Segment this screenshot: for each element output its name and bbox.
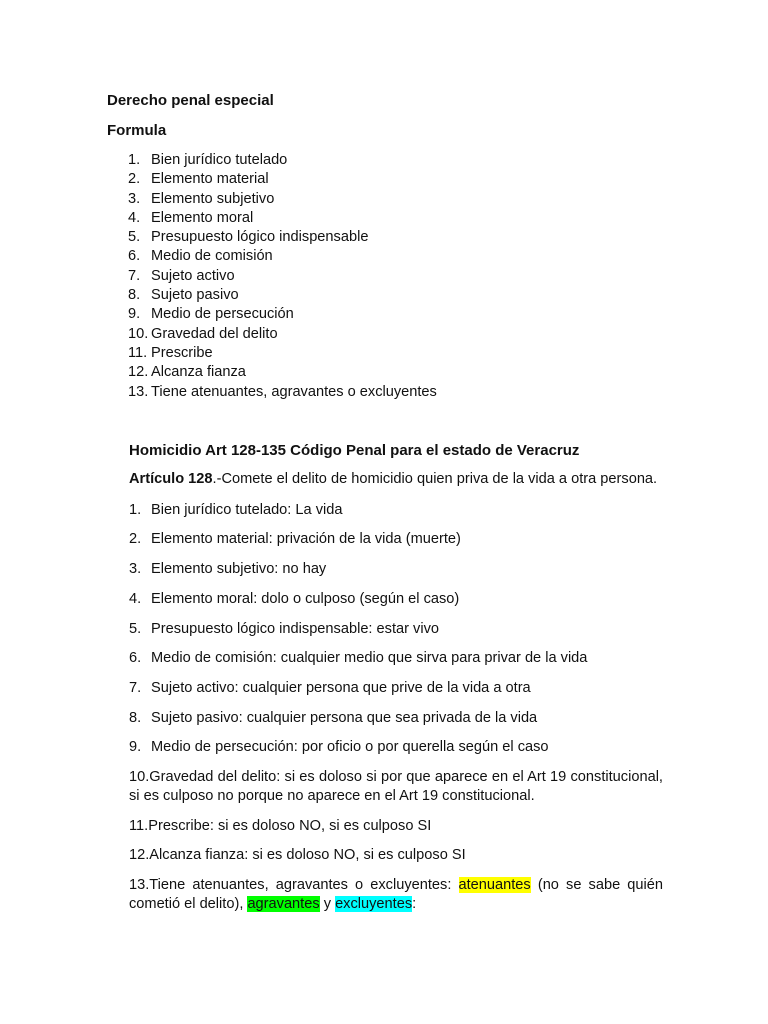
item-text: Prescribe: si es doloso NO, si es culposo SI [148, 818, 432, 834]
item-number: 7. [128, 267, 141, 284]
item-number: 5. [129, 621, 142, 637]
list-item [128, 286, 437, 305]
list-item [129, 846, 663, 865]
list-item [129, 620, 663, 639]
item-number: 2. [129, 531, 142, 547]
item-text: Elemento subjetivo [151, 190, 275, 207]
list-item [129, 817, 663, 836]
item-number: 9. [128, 306, 141, 323]
article-paragraph [129, 471, 657, 487]
list-item [129, 709, 663, 728]
list-item [128, 190, 437, 209]
item-number: 9. [129, 739, 142, 755]
item-text: Sujeto activo [151, 267, 235, 284]
item-text: Medio de persecución [151, 306, 294, 323]
article-text: .-Comete el delito de homicidio quien priva de la vida a otra persona. [212, 471, 658, 487]
item-text: Gravedad del delito: si es doloso si por que aparece en el Art 19 constitucional, si es culposo no porque no aparece en el Art 19 constitucional. [129, 769, 663, 804]
item-text: : [412, 896, 417, 912]
list-item [129, 649, 663, 668]
item-number: 4. [128, 209, 141, 226]
item-text: Bien jurídico tutelado [151, 152, 288, 168]
item-text: Bien jurídico tutelado: La vida [151, 502, 343, 518]
list-item [128, 383, 437, 402]
item-number: 6. [129, 650, 142, 666]
list-item [128, 363, 437, 382]
article-label: Artículo 128 [129, 471, 213, 487]
list-item [128, 344, 437, 363]
list-item [129, 501, 663, 520]
item-text: Medio de comisión [151, 248, 273, 265]
highlight-excluyentes: excluyentes [335, 896, 413, 912]
item-text: Prescribe [151, 344, 213, 361]
list-item [128, 151, 437, 170]
list-item [129, 768, 663, 806]
item-text: Tiene atenuantes, agravantes o excluyentes [151, 383, 437, 400]
item-text: Sujeto pasivo [151, 287, 239, 304]
list-item [128, 170, 437, 189]
item-number: 10. [128, 325, 149, 342]
list-item [128, 247, 437, 266]
item-text: Sujeto pasivo: cualquier persona que sea privada de la vida [151, 710, 538, 726]
list-item [129, 679, 663, 698]
list-item [128, 305, 437, 324]
item-text: y [319, 896, 336, 912]
item-number: 13. [129, 877, 150, 893]
item-text: Gravedad del delito [151, 325, 278, 342]
highlight-agravantes: agravantes [247, 896, 320, 912]
item-text: Tiene atenuantes, agravantes o excluyentes: [149, 877, 459, 893]
item-number: 11. [128, 344, 148, 361]
item-number: 13. [128, 383, 149, 400]
item-text: Elemento moral: dolo o culposo (según el caso) [151, 591, 460, 607]
highlight-atenuantes: atenuantes [458, 877, 531, 893]
list-item [129, 560, 663, 579]
list-item [128, 228, 437, 247]
item-text: (no se sabe quién cometió el delito), [129, 877, 663, 912]
item-text: Presupuesto lógico indispensable: estar vivo [151, 621, 439, 637]
list-item [128, 267, 437, 286]
item-number: 11. [129, 818, 149, 834]
item-number: 5. [128, 229, 141, 246]
item-text: Elemento moral [151, 209, 254, 226]
item-text: Presupuesto lógico indispensable [151, 229, 369, 246]
list-item [129, 738, 663, 757]
item-text: Medio de persecución: por oficio o por querella según el caso [151, 739, 549, 755]
item-text: Alcanza fianza [151, 364, 246, 381]
item-number: 4. [129, 591, 142, 607]
list-item [128, 209, 437, 228]
item-number: 1. [129, 502, 142, 518]
item-text: Medio de comisión: cualquier medio que sirva para privar de la vida [151, 650, 588, 666]
item-number: 7. [129, 680, 142, 696]
item-number: 12. [128, 364, 149, 381]
item-text: Elemento material: privación de la vida (muerte) [151, 531, 461, 547]
item-number: 8. [128, 287, 141, 304]
item-text: Sujeto activo: cualquier persona que prive de la vida a otra [151, 680, 531, 696]
list-item [129, 876, 663, 914]
item-text: Alcanza fianza: si es doloso NO, si es culposo SI [149, 847, 466, 863]
item-number: 1. [128, 152, 141, 168]
list-item [129, 590, 663, 609]
list-item [128, 325, 437, 344]
item-number: 3. [128, 190, 141, 207]
item-text: Elemento material [151, 171, 269, 188]
item-text: Elemento subjetivo: no hay [151, 561, 327, 577]
formula-heading: Formula [107, 122, 167, 139]
document-title: Derecho penal especial [107, 92, 274, 109]
list-item [129, 530, 663, 549]
item-number: 12. [129, 847, 150, 863]
item-number: 6. [128, 248, 141, 265]
item-number: 10. [129, 769, 150, 785]
item-number: 8. [129, 710, 142, 726]
section-heading: Homicidio Art 128-135 Código Penal para el estado de Veracruz [129, 442, 580, 459]
formula-list [128, 151, 437, 402]
item-number: 3. [129, 561, 142, 577]
item-number: 2. [128, 171, 141, 188]
